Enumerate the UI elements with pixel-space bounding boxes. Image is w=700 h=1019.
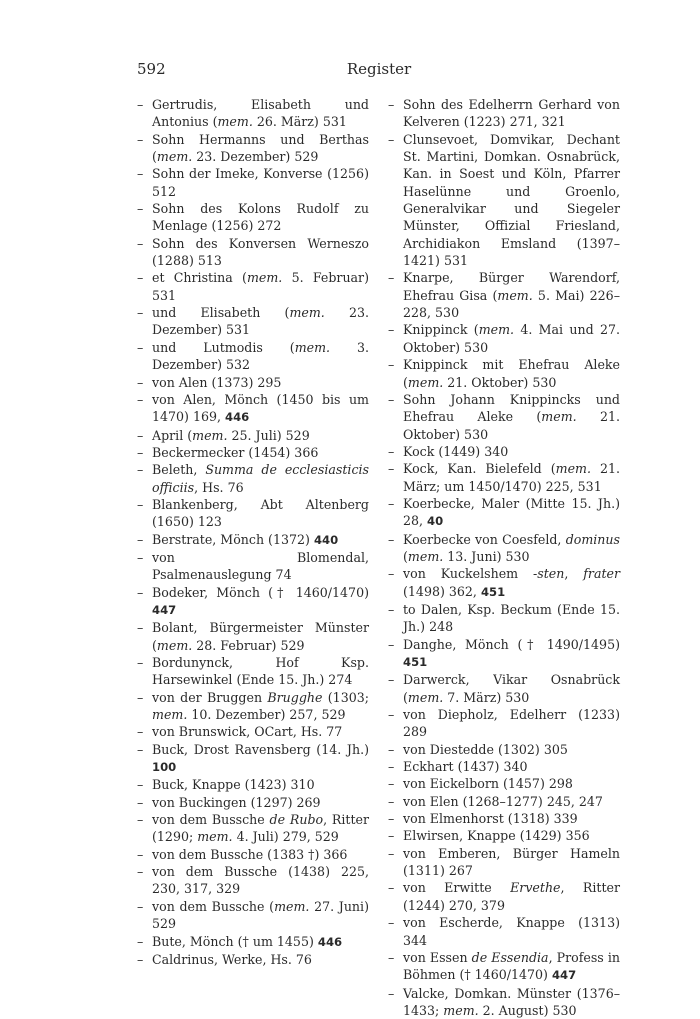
register-entry (388, 827, 620, 844)
entry-dash: – (137, 97, 144, 112)
entry-dash: – (137, 549, 144, 565)
register-entry (388, 706, 620, 741)
register-entry (137, 951, 369, 968)
entry-dash: – (137, 898, 144, 914)
entry-text: Sohn des Konversen Werneszo (1288) 513 (152, 235, 369, 269)
register-entry (388, 671, 620, 706)
entry-dash: – (137, 444, 144, 460)
entry-dash: – (137, 462, 144, 478)
register-entry (137, 200, 369, 235)
register-entry (137, 374, 369, 391)
entry-dash: – (137, 235, 144, 251)
entry-text: Knippinck mit Ehefrau Aleke (mem. 21. Oktober) 530 (403, 357, 620, 390)
register-entry (137, 619, 369, 654)
register-entry (137, 391, 369, 427)
entry-text: Elwirsen, Knappe (1429) 356 (403, 828, 590, 844)
entry-text: et Christina (mem. 5. Februar) 531 (152, 270, 369, 303)
entry-dash: – (388, 915, 395, 931)
register-entry (137, 235, 369, 270)
entry-text: Bodeker, Mönch († 1460/1470) 447 (152, 584, 369, 617)
entry-dash: – (137, 812, 144, 828)
register-entry (388, 879, 620, 914)
entry-text: Sohn Hermanns und Berthas (mem. 23. Dezember) 529 (152, 131, 369, 165)
entry-dash: – (137, 531, 144, 547)
entry-dash: – (388, 636, 395, 652)
register-entry (388, 949, 620, 985)
entry-dash: – (388, 811, 395, 827)
entry-text: Sohn des Edelherrn Gerhard von Kelveren (1223) 271, 321 (403, 97, 620, 130)
register-entry (137, 863, 369, 898)
entry-text: von Buckingen (1297) 269 (152, 794, 321, 810)
entry-dash: – (388, 391, 395, 407)
register-entry (137, 96, 369, 131)
register-entry (137, 776, 369, 793)
entry-dash: – (137, 794, 144, 810)
entry-dash: – (137, 777, 144, 793)
entry-dash: – (137, 166, 144, 182)
entry-dash: – (388, 461, 395, 477)
entry-text: von Essen de Essendia, Profess in Böhmen († 1460/1470) 447 (403, 949, 620, 983)
entry-dash: – (137, 689, 144, 705)
entry-text: von Kuckelshem -sten, frater (1498) 362, 451 (403, 566, 620, 599)
entry-dash: – (388, 793, 395, 809)
entry-dash: – (388, 270, 395, 286)
page-number: 592 (137, 60, 166, 78)
register-entry (388, 741, 620, 758)
entry-dash: – (137, 339, 144, 355)
entry-text: von Diestedde (1302) 305 (403, 741, 568, 757)
entry-text: von der Bruggen Brugghe (1303; mem. 10. Dezember) 257, 529 (152, 689, 369, 723)
entry-text: von Alen, Mönch (1450 bis um 1470) 169, 446 (152, 391, 369, 425)
register-entry (137, 427, 369, 444)
entry-dash: – (388, 759, 395, 775)
entry-text: von Elen (1268–1277) 245, 247 (403, 793, 603, 809)
entry-dash: – (137, 951, 144, 967)
entry-dash: – (137, 724, 144, 740)
entry-text: Clunsevoet, Domvikar, Dechant St. Martini, Domkan. Osnabrück, Kan. in Soest und Köln, Pfarrer Haselünne und Groenlo, Generalvikar und Siegeler Münster, Offizial Friesland, Archidiakon Emsland (1397–1421) 531 (403, 131, 620, 269)
entry-text: Bute, Mönch († um 1455) 446 (152, 933, 343, 949)
entry-text: und Lutmodis (mem. 3. Dezember) 532 (152, 339, 369, 373)
entry-text: Koerbecke von Coesfeld, dominus (mem. 13. Juni) 530 (403, 531, 620, 564)
entry-text: Eckhart (1437) 340 (403, 759, 528, 775)
entry-dash: – (137, 846, 144, 862)
register-entry (137, 496, 369, 531)
running-title: Register (346, 60, 412, 78)
entry-text: von Erwitte Ervethe, Ritter (1244) 270, 379 (403, 880, 620, 913)
entry-text: von dem Bussche de Rubo, Ritter (1290; mem. 4. Juli) 279, 529 (152, 812, 369, 845)
register-entry (388, 531, 620, 566)
register-entry (388, 636, 620, 672)
register-entry (137, 339, 369, 374)
page-header (137, 60, 621, 84)
register-entry (137, 131, 369, 166)
entry-dash: – (137, 864, 144, 880)
entry-text: April (mem. 25. Juli) 529 (152, 427, 310, 443)
register-entry (137, 531, 369, 549)
register-entry (388, 356, 620, 391)
register-entry (137, 741, 369, 777)
register-entry (137, 549, 369, 584)
entry-dash: – (388, 985, 395, 1001)
entry-dash: – (137, 933, 144, 949)
entry-text: von Eickelborn (1457) 298 (403, 776, 573, 792)
entry-text: Sohn des Kolons Rudolf zu Menlage (1256) 272 (152, 201, 369, 234)
register-entry (137, 654, 369, 689)
entry-dash: – (388, 776, 395, 792)
register-entry (137, 898, 369, 933)
entry-dash: – (137, 374, 144, 390)
entry-text: von dem Bussche (mem. 27. Juni) 529 (152, 898, 369, 932)
entry-text: Blankenberg, Abt Altenberg (1650) 123 (152, 496, 369, 530)
entry-text: Kock (1449) 340 (403, 443, 509, 459)
entry-dash: – (388, 828, 395, 844)
entry-text: von Elmenhorst (1318) 339 (403, 811, 578, 827)
entry-text: von dem Bussche (1438) 225, 230, 317, 329 (152, 864, 369, 897)
register-entry (388, 269, 620, 321)
entry-dash: – (137, 201, 144, 217)
register-entry (388, 845, 620, 880)
entry-text: von Escherde, Knappe (1313) 344 (403, 915, 620, 948)
entry-text: Caldrinus, Werke, Hs. 76 (152, 951, 312, 967)
register-entry (388, 775, 620, 792)
register-entry (137, 461, 369, 496)
register-entry (137, 304, 369, 339)
entry-dash: – (388, 741, 395, 757)
entry-dash: – (388, 845, 395, 861)
entry-dash: – (388, 495, 395, 511)
entry-text: Sohn Johann Knippincks und Ehefrau Aleke (mem. 21. Oktober) 530 (403, 391, 620, 442)
entry-dash: – (388, 443, 395, 459)
entry-dash: – (137, 270, 144, 286)
entry-text: Valcke, Domkan. Münster (1376–1433; mem. 2. August) 530 (403, 985, 620, 1018)
entry-text: Knippinck (mem. 4. Mai und 27. Oktober) 530 (403, 322, 620, 355)
entry-text: von Blomendal, Psalmenauslegung 74 (152, 549, 369, 583)
entry-dash: – (388, 707, 395, 723)
entry-text: Buck, Drost Ravensberg (14. Jh.) 100 (152, 741, 369, 775)
register-entry (137, 165, 369, 200)
register-entry (137, 811, 369, 846)
entry-dash: – (388, 672, 395, 688)
entry-dash: – (388, 601, 395, 617)
entry-text: von Diepholz, Edelherr (1233) 289 (403, 707, 620, 740)
entry-text: Berstrate, Mönch (1372) 440 (152, 531, 339, 547)
entry-text: Bolant, Bürgermeister Münster (mem. 28. Februar) 529 (152, 620, 369, 653)
entry-dash: – (137, 131, 144, 147)
register-column-right (388, 96, 620, 1019)
register-entry (388, 601, 620, 636)
entry-dash: – (388, 131, 395, 147)
entry-dash: – (137, 584, 144, 600)
entry-dash: – (137, 496, 144, 512)
entry-dash: – (137, 427, 144, 443)
register-entry (388, 793, 620, 810)
entry-text: Gertrudis, Elisabeth und Antonius (mem. 26. März) 531 (152, 97, 369, 130)
entry-text: Sohn der Imeke, Konverse (1256) 512 (152, 166, 369, 199)
entry-text: Buck, Knappe (1423) 310 (152, 777, 315, 793)
register-entry (388, 321, 620, 356)
register-entry (137, 846, 369, 863)
register-entry (388, 495, 620, 531)
register-entry (388, 460, 620, 495)
entry-dash: – (388, 322, 395, 338)
entry-dash: – (137, 620, 144, 636)
register-entry (388, 443, 620, 460)
register-column-left (137, 96, 369, 968)
entry-text: von dem Bussche (1383 †) 366 (152, 846, 348, 862)
entry-dash: – (137, 391, 144, 407)
register-entry (137, 584, 369, 620)
register-entry (137, 794, 369, 811)
register-entry (388, 565, 620, 601)
entry-text: von Alen (1373) 295 (152, 374, 282, 390)
register-entry (137, 444, 369, 461)
entry-text: Bordunynck, Hof Ksp. Harsewinkel (Ende 15. Jh.) 274 (152, 655, 369, 688)
register-entry (388, 758, 620, 775)
entry-dash: – (388, 949, 395, 965)
register-entry (137, 269, 369, 304)
entry-text: to Dalen, Ksp. Beckum (Ende 15. Jh.) 248 (403, 601, 620, 635)
register-entry (388, 985, 620, 1019)
entry-text: Knarpe, Bürger Warendorf, Ehefrau Gisa (mem. 5. Mai) 226–228, 530 (403, 270, 620, 321)
entry-text: von Brunswick, OCart, Hs. 77 (152, 724, 343, 740)
entry-text: Kock, Kan. Bielefeld (mem. 21. März; um 1450/1470) 225, 531 (403, 461, 620, 494)
entry-text: Danghe, Mönch († 1490/1495) 451 (403, 636, 620, 669)
entry-dash: – (388, 531, 395, 547)
entry-text: Darwerck, Vikar Osnabrück (mem. 7. März) 530 (403, 672, 620, 705)
register-entry (388, 131, 620, 270)
entry-text: von Emberen, Bürger Hameln (1311) 267 (403, 845, 620, 879)
register-entry (388, 914, 620, 949)
entry-text: Koerbecke, Maler (Mitte 15. Jh.) 28, 40 (403, 495, 620, 529)
entry-text: Beckermecker (1454) 366 (152, 444, 319, 460)
register-entry (137, 933, 369, 951)
entry-dash: – (137, 655, 144, 670)
register-entry (388, 391, 620, 443)
entry-text: und Elisabeth (mem. 23. Dezember) 531 (152, 305, 369, 338)
register-entry (388, 96, 620, 131)
entry-text: Beleth, Summa de ecclesiasticis officiis, Hs. 76 (152, 462, 369, 495)
register-entry (137, 723, 369, 740)
entry-dash: – (137, 305, 144, 321)
entry-dash: – (388, 880, 395, 896)
entry-dash: – (388, 97, 395, 112)
entry-dash: – (137, 741, 144, 757)
register-entry (137, 689, 369, 724)
entry-dash: – (388, 566, 395, 582)
entry-dash: – (388, 357, 395, 373)
register-entry (388, 810, 620, 827)
